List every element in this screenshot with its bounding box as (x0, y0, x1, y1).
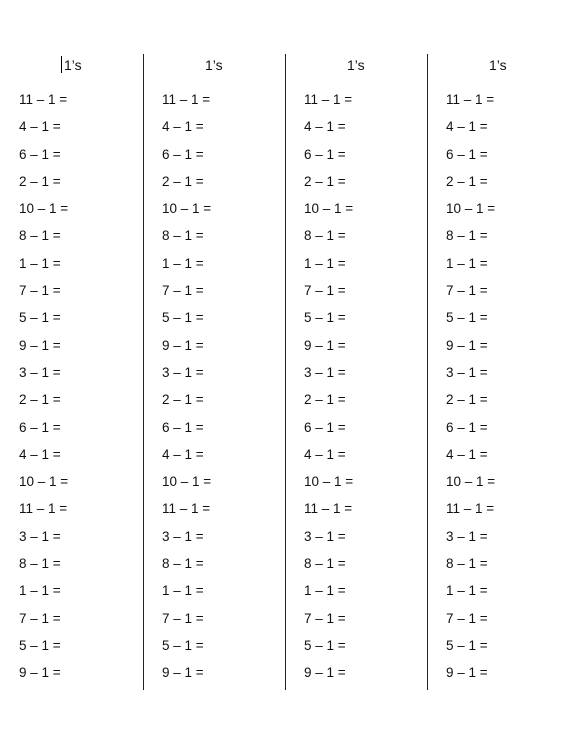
subtraction-problem[interactable]: 4 – 1 = (162, 119, 204, 135)
subtraction-problem[interactable]: 3 – 1 = (19, 528, 61, 544)
subtraction-problem[interactable]: 3 – 1 = (446, 528, 488, 544)
subtraction-problem[interactable]: 10 – 1 = (19, 474, 69, 490)
subtraction-problem[interactable]: 9 – 1 = (304, 665, 346, 681)
subtraction-problem[interactable]: 3 – 1 = (162, 364, 204, 380)
subtraction-problem[interactable]: 8 – 1 = (19, 228, 61, 244)
subtraction-problem[interactable]: 11 – 1 = (162, 501, 211, 517)
subtraction-problem[interactable]: 8 – 1 = (19, 556, 61, 572)
subtraction-problem[interactable]: 1 – 1 = (162, 255, 204, 271)
subtraction-problem[interactable]: 4 – 1 = (304, 119, 346, 135)
problem-list (446, 91, 495, 692)
subtraction-problem[interactable]: 10 – 1 = (162, 474, 212, 490)
column-header[interactable]: 1’s (347, 57, 365, 73)
subtraction-problem[interactable]: 3 – 1 = (162, 528, 204, 544)
subtraction-problem[interactable]: 1 – 1 = (162, 583, 204, 599)
subtraction-problem[interactable]: 9 – 1 = (304, 337, 346, 353)
subtraction-problem[interactable]: 7 – 1 = (162, 283, 204, 299)
problem-list (304, 91, 353, 692)
subtraction-problem[interactable]: 11 – 1 = (162, 92, 211, 107)
column-header[interactable]: 1’s (64, 57, 82, 73)
subtraction-problem[interactable]: 10 – 1 = (304, 201, 354, 217)
subtraction-problem[interactable]: 11 – 1 = (304, 92, 353, 107)
subtraction-problem[interactable]: 2 – 1 = (446, 173, 488, 189)
subtraction-problem[interactable]: 8 – 1 = (304, 228, 346, 244)
subtraction-problem[interactable]: 5 – 1 = (446, 310, 488, 326)
problem-column-3 (285, 54, 427, 690)
subtraction-problem[interactable]: 4 – 1 = (446, 119, 488, 135)
subtraction-problem[interactable]: 9 – 1 = (162, 337, 204, 353)
subtraction-problem[interactable]: 5 – 1 = (446, 637, 488, 653)
subtraction-problem[interactable]: 4 – 1 = (162, 446, 204, 462)
subtraction-problem[interactable]: 2 – 1 = (162, 173, 204, 189)
subtraction-problem[interactable]: 6 – 1 = (304, 419, 346, 435)
subtraction-problem[interactable]: 4 – 1 = (19, 446, 61, 462)
subtraction-problem[interactable]: 5 – 1 = (19, 637, 61, 653)
subtraction-problem[interactable]: 8 – 1 = (446, 228, 488, 244)
subtraction-problem[interactable]: 9 – 1 = (446, 665, 488, 681)
problem-column-2 (143, 54, 285, 690)
subtraction-problem[interactable]: 6 – 1 = (19, 419, 61, 435)
subtraction-problem[interactable]: 1 – 1 = (304, 583, 346, 599)
subtraction-problem[interactable]: 10 – 1 = (446, 474, 496, 490)
subtraction-problem[interactable]: 5 – 1 = (162, 310, 204, 326)
subtraction-problem[interactable]: 9 – 1 = (162, 665, 204, 681)
subtraction-problem[interactable]: 7 – 1 = (446, 610, 488, 626)
subtraction-problem[interactable]: 5 – 1 = (304, 637, 346, 653)
subtraction-problem[interactable]: 2 – 1 = (446, 392, 488, 408)
subtraction-problem[interactable]: 6 – 1 = (162, 419, 204, 435)
subtraction-problem[interactable]: 3 – 1 = (304, 528, 346, 544)
subtraction-problem[interactable]: 1 – 1 = (19, 255, 61, 271)
subtraction-problem[interactable]: 6 – 1 = (446, 419, 488, 435)
subtraction-problem[interactable]: 11 – 1 = (304, 501, 353, 517)
subtraction-problem[interactable]: 2 – 1 = (162, 392, 204, 408)
subtraction-problem[interactable]: 7 – 1 = (162, 610, 204, 626)
subtraction-problem[interactable]: 8 – 1 = (304, 556, 346, 572)
subtraction-problem[interactable]: 9 – 1 = (19, 337, 61, 353)
subtraction-problem[interactable]: 10 – 1 = (304, 474, 354, 490)
subtraction-problem[interactable]: 6 – 1 = (446, 146, 488, 162)
subtraction-problem[interactable]: 10 – 1 = (19, 201, 69, 217)
problem-column-4 (427, 54, 570, 690)
subtraction-problem[interactable]: 11 – 1 = (19, 501, 68, 517)
column-header[interactable]: 1’s (489, 57, 507, 73)
subtraction-problem[interactable]: 7 – 1 = (19, 283, 61, 299)
subtraction-problem[interactable]: 5 – 1 = (162, 637, 204, 653)
subtraction-problem[interactable]: 4 – 1 = (19, 119, 61, 135)
subtraction-problem[interactable]: 7 – 1 = (19, 610, 61, 626)
subtraction-problem[interactable]: 10 – 1 = (446, 201, 496, 217)
subtraction-problem[interactable]: 8 – 1 = (162, 556, 204, 572)
subtraction-problem[interactable]: 7 – 1 = (304, 283, 346, 299)
subtraction-problem[interactable]: 11 – 1 = (446, 501, 495, 517)
subtraction-problem[interactable]: 3 – 1 = (446, 364, 488, 380)
subtraction-problem[interactable]: 1 – 1 = (19, 583, 61, 599)
subtraction-problem[interactable]: 8 – 1 = (162, 228, 204, 244)
subtraction-problem[interactable]: 7 – 1 = (304, 610, 346, 626)
subtraction-problem[interactable]: 10 – 1 = (162, 201, 212, 217)
subtraction-problem[interactable]: 6 – 1 = (304, 146, 346, 162)
subtraction-problem[interactable]: 7 – 1 = (446, 283, 488, 299)
subtraction-problem[interactable]: 1 – 1 = (446, 583, 488, 599)
subtraction-problem[interactable]: 4 – 1 = (446, 446, 488, 462)
subtraction-problem[interactable]: 2 – 1 = (304, 173, 346, 189)
subtraction-problem[interactable]: 1 – 1 = (304, 255, 346, 271)
subtraction-problem[interactable]: 4 – 1 = (304, 446, 346, 462)
subtraction-problem[interactable]: 6 – 1 = (162, 146, 204, 162)
subtraction-problem[interactable]: 2 – 1 = (19, 173, 61, 189)
problem-list (162, 91, 211, 692)
subtraction-problem[interactable]: 3 – 1 = (19, 364, 61, 380)
subtraction-problem[interactable]: 5 – 1 = (304, 310, 346, 326)
subtraction-problem[interactable]: 2 – 1 = (304, 392, 346, 408)
subtraction-problem[interactable]: 11 – 1 = (19, 92, 68, 107)
subtraction-problem[interactable]: 8 – 1 = (446, 556, 488, 572)
subtraction-problem[interactable]: 1 – 1 = (446, 255, 488, 271)
subtraction-problem[interactable]: 5 – 1 = (19, 310, 61, 326)
subtraction-problem[interactable]: 3 – 1 = (304, 364, 346, 380)
problem-column-1 (0, 54, 143, 690)
subtraction-problem[interactable]: 2 – 1 = (19, 392, 61, 408)
subtraction-problem[interactable]: 6 – 1 = (19, 146, 61, 162)
subtraction-problem[interactable]: 11 – 1 = (446, 92, 495, 107)
problem-list (19, 91, 68, 692)
column-header[interactable]: 1’s (205, 57, 223, 73)
subtraction-problem[interactable]: 9 – 1 = (446, 337, 488, 353)
subtraction-problem[interactable]: 9 – 1 = (19, 665, 61, 681)
